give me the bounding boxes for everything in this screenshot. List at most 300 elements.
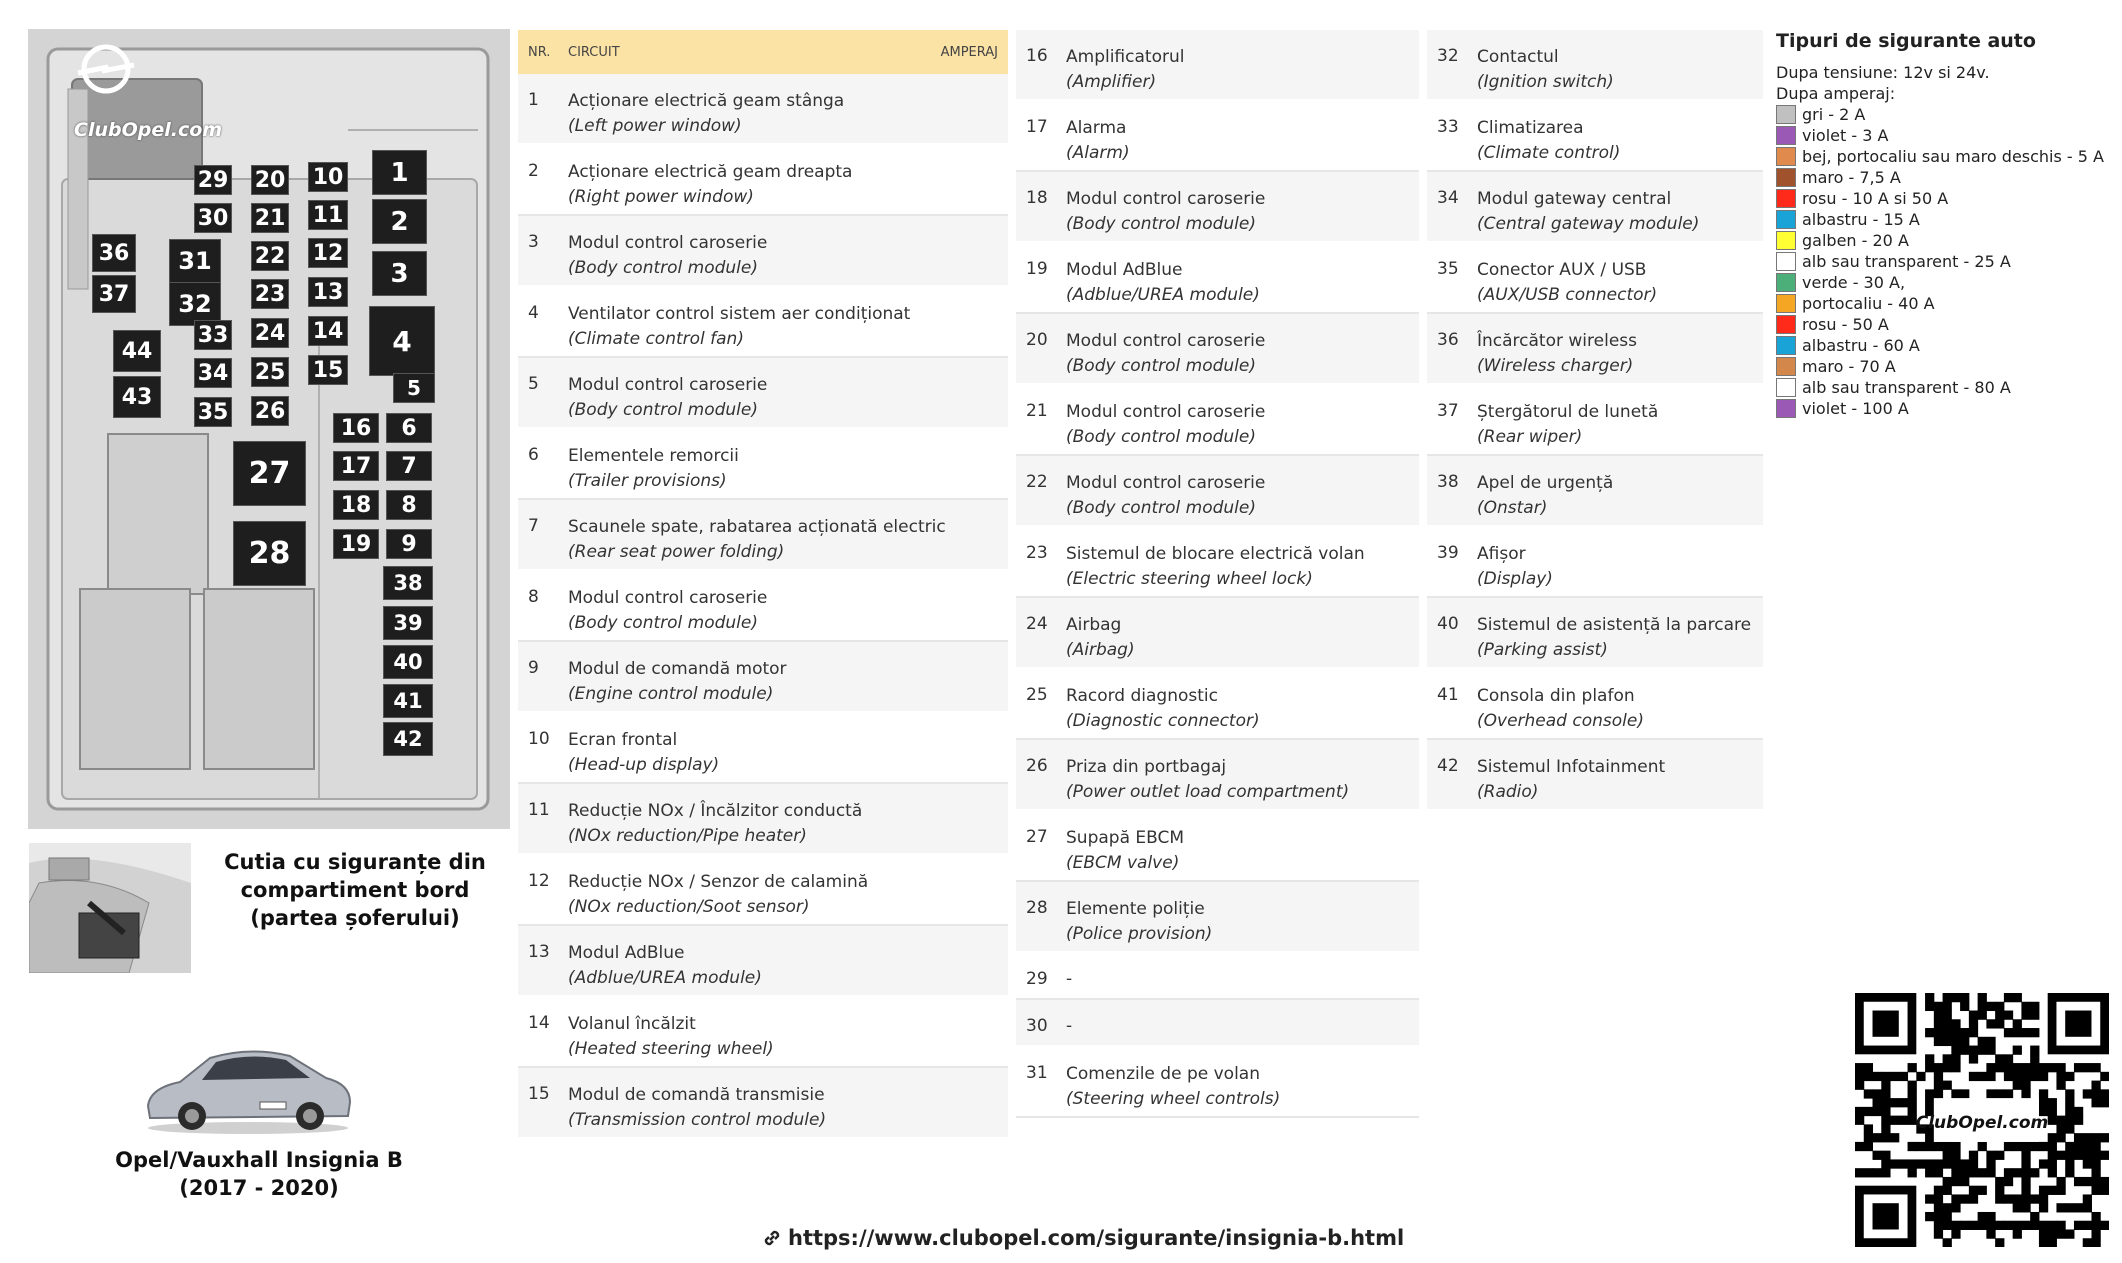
color-swatch xyxy=(1776,273,1796,292)
fuse-number: 38 xyxy=(1437,472,1459,492)
table-rows xyxy=(1016,30,1419,1118)
circuit-cell xyxy=(568,997,1008,1062)
circuit-name-ro: Ștergătorul de lunetă xyxy=(1477,402,1659,422)
circuit-name-en: (NOx reduction/Pipe heater) xyxy=(568,826,807,846)
fuse-20: 20 xyxy=(251,165,289,195)
fuse-color-legend xyxy=(1776,30,2116,419)
circuit-name-ro: Reducție NOx / Senzor de calamină xyxy=(568,872,869,892)
circuit-cell xyxy=(568,855,1008,920)
legend-label: rosu - 50 A xyxy=(1802,315,1889,334)
fuse-box-drawing xyxy=(28,29,510,829)
circuit-name-ro: Acționare electrică geam dreapta xyxy=(568,162,853,182)
table-row xyxy=(1016,385,1419,456)
circuit-name-ro: Afișor xyxy=(1477,544,1526,564)
table-row xyxy=(1016,30,1419,101)
caption-line: Cutia cu siguranțe din xyxy=(224,850,486,874)
fuse-number: 18 xyxy=(1026,188,1048,208)
table-row xyxy=(518,1068,1008,1139)
circuit-name-en: (Airbag) xyxy=(1066,640,1135,660)
table-row xyxy=(1016,243,1419,314)
legend-label: verde - 30 A, xyxy=(1802,273,1906,292)
circuit-name-en: (Climate control) xyxy=(1477,143,1621,163)
legend-item xyxy=(1776,377,2116,398)
circuit-name-en: (Central gateway module) xyxy=(1477,214,1700,234)
fuse-number: 39 xyxy=(1437,543,1459,563)
circuit-name-ro: Modul control caroserie xyxy=(1066,402,1266,422)
table-row xyxy=(1016,527,1419,598)
fuse-42: 42 xyxy=(383,722,433,756)
circuit-name-ro: Contactul xyxy=(1477,47,1559,67)
header-nr: NR. xyxy=(528,44,551,60)
fuse-26: 26 xyxy=(251,396,289,426)
circuit-cell xyxy=(1066,882,1419,947)
circuit-name-en: (Radio) xyxy=(1477,782,1539,802)
circuit-cell xyxy=(1477,172,1763,237)
model-years: (2017 - 2020) xyxy=(179,1176,339,1200)
fuse-number: 35 xyxy=(1437,259,1459,279)
fuse-number: 24 xyxy=(1026,614,1048,634)
fuse-3: 3 xyxy=(372,251,427,296)
fuse-number: 9 xyxy=(528,658,539,678)
legend-label: alb sau transparent - 25 A xyxy=(1802,252,2011,271)
table-row xyxy=(1427,172,1763,243)
fuse-36: 36 xyxy=(92,234,136,272)
circuit-cell xyxy=(1477,456,1763,521)
circuit-cell xyxy=(1477,740,1763,805)
fuse-number: 17 xyxy=(1026,117,1048,137)
table-rows xyxy=(518,74,1008,1139)
circuit-name-en: (Head-up display) xyxy=(568,755,720,775)
circuit-cell xyxy=(1477,314,1763,379)
circuit-name-en: (Rear wiper) xyxy=(1477,427,1583,447)
table-row xyxy=(1427,101,1763,172)
circuit-name-ro: Elemente poliție xyxy=(1066,899,1205,919)
caption-line: compartiment bord xyxy=(240,878,470,902)
circuit-cell xyxy=(1066,101,1419,166)
circuit-name-ro: Apel de urgență xyxy=(1477,473,1614,493)
circuit-name-en: (Body control module) xyxy=(1066,498,1256,518)
fuse-1: 1 xyxy=(372,150,427,195)
fuse-28: 28 xyxy=(233,521,306,586)
table-row xyxy=(518,997,1008,1068)
fuse-44: 44 xyxy=(113,330,161,372)
circuit-name-en: (Parking assist) xyxy=(1477,640,1608,660)
circuit-name-en: (AUX/USB connector) xyxy=(1477,285,1658,305)
circuit-name-ro: Comenzile de pe volan xyxy=(1066,1064,1260,1084)
table-row xyxy=(1427,740,1763,811)
color-swatch xyxy=(1776,210,1796,229)
legend-item xyxy=(1776,398,2116,419)
circuit-name-ro: Airbag xyxy=(1066,615,1122,635)
circuit-name-ro: Conector AUX / USB xyxy=(1477,260,1647,280)
circuit-cell xyxy=(568,713,1008,778)
fuse-table-column-1 xyxy=(518,30,1008,1139)
circuit-cell xyxy=(1066,314,1419,379)
fuse-41: 41 xyxy=(383,684,433,718)
circuit-name-en: (Display) xyxy=(1477,569,1553,589)
circuit-name-en: (Adblue/UREA module) xyxy=(568,968,762,988)
fuse-number: 26 xyxy=(1026,756,1048,776)
circuit-name-en: (Steering wheel controls) xyxy=(1066,1089,1281,1109)
legend-item xyxy=(1776,125,2116,146)
color-swatch xyxy=(1776,399,1796,418)
legend-label: portocaliu - 40 A xyxy=(1802,294,1935,313)
fuse-number: 34 xyxy=(1437,188,1459,208)
color-swatch xyxy=(1776,231,1796,250)
circuit-name-en: (Trailer provisions) xyxy=(568,471,727,491)
circuit-name-ro: Elementele remorcii xyxy=(568,446,739,466)
fuse-number: 28 xyxy=(1026,898,1048,918)
color-swatch xyxy=(1776,105,1796,124)
link-icon xyxy=(760,1226,784,1250)
circuit-cell xyxy=(568,1068,1008,1133)
fuse-29: 29 xyxy=(194,165,232,195)
legend-label: galben - 20 A xyxy=(1802,231,1909,250)
circuit-name-en: (Left power window) xyxy=(568,116,742,136)
fuse-21: 21 xyxy=(251,203,289,233)
circuit-name-ro: Încărcător wireless xyxy=(1477,331,1637,351)
legend-label: violet - 100 A xyxy=(1802,399,1909,418)
legend-item xyxy=(1776,167,2116,188)
circuit-cell xyxy=(1066,172,1419,237)
circuit-name-en: (Body control module) xyxy=(568,258,758,278)
circuit-name-en: (Right power window) xyxy=(568,187,754,207)
circuit-name-ro: Modul gateway central xyxy=(1477,189,1672,209)
circuit-cell xyxy=(1066,669,1419,734)
fuse-6: 6 xyxy=(386,413,432,443)
fuse-34: 34 xyxy=(194,358,232,388)
fuse-number: 21 xyxy=(1026,401,1048,421)
model-name: Opel/Vauxhall Insignia B xyxy=(115,1148,403,1172)
table-row xyxy=(518,926,1008,997)
fuse-39: 39 xyxy=(383,606,433,640)
fuse-number: 29 xyxy=(1026,969,1048,989)
fuse-number: 13 xyxy=(528,942,550,962)
circuit-name-ro: Ecran frontal xyxy=(568,730,678,750)
circuit-name-en: (Overhead console) xyxy=(1477,711,1644,731)
circuit-name-en: (Ignition switch) xyxy=(1477,72,1614,92)
fuse-number: 31 xyxy=(1026,1063,1048,1083)
circuit-name-ro: Alarma xyxy=(1066,118,1127,138)
fuse-13: 13 xyxy=(308,277,348,307)
source-link[interactable] xyxy=(760,1226,1404,1250)
legend-items xyxy=(1776,104,2116,419)
circuit-name-en: (Rear seat power folding) xyxy=(568,542,785,562)
circuit-name-ro: Modul de comandă motor xyxy=(568,659,787,679)
circuit-name-ro: Priza din portbagaj xyxy=(1066,757,1227,777)
color-swatch xyxy=(1776,378,1796,397)
circuit-name-en: (Wireless charger) xyxy=(1477,356,1634,376)
fuse-number: 4 xyxy=(528,303,539,323)
color-swatch xyxy=(1776,294,1796,313)
color-swatch xyxy=(1776,336,1796,355)
brand-watermark: ClubOpel.com xyxy=(74,119,223,141)
fuse-40: 40 xyxy=(383,645,433,679)
fuse-38: 38 xyxy=(383,566,433,600)
circuit-name-en: (Alarm) xyxy=(1066,143,1130,163)
fuse-2: 2 xyxy=(372,199,427,244)
table-row xyxy=(1016,811,1419,882)
circuit-name-ro: Acționare electrică geam stânga xyxy=(568,91,845,111)
circuit-name-en: (Heated steering wheel) xyxy=(568,1039,774,1059)
fuse-number: 36 xyxy=(1437,330,1459,350)
circuit-name-en: (Power outlet load compartment) xyxy=(1066,782,1350,802)
circuit-name-ro: Volanul încălzit xyxy=(568,1014,696,1034)
fuse-number: 23 xyxy=(1026,543,1048,563)
fuse-number: 11 xyxy=(528,800,550,820)
circuit-name-en: (Body control module) xyxy=(1066,356,1256,376)
table-rows xyxy=(1427,30,1763,811)
fuse-number: 25 xyxy=(1026,685,1048,705)
table-row xyxy=(1427,598,1763,669)
circuit-cell xyxy=(568,74,1008,139)
fuse-number: 16 xyxy=(1026,46,1048,66)
fuse-number: 33 xyxy=(1437,117,1459,137)
legend-label: rosu - 10 A si 50 A xyxy=(1802,189,1949,208)
brand-logo-icon xyxy=(28,29,158,121)
fuse-32: 32 xyxy=(169,282,221,326)
fuse-33: 33 xyxy=(194,320,232,350)
legend-label: bej, portocaliu sau maro deschis - 5 A xyxy=(1802,147,2104,166)
fuse-35: 35 xyxy=(194,397,232,427)
fuse-25: 25 xyxy=(251,357,289,387)
circuit-name-ro: Climatizarea xyxy=(1477,118,1584,138)
table-row xyxy=(518,855,1008,926)
circuit-name-en: (Body control module) xyxy=(568,400,758,420)
circuit-cell xyxy=(1066,740,1419,805)
table-row xyxy=(1427,385,1763,456)
table-row xyxy=(518,784,1008,855)
fuse-box-diagram xyxy=(28,29,510,829)
circuit-cell xyxy=(1477,598,1763,663)
legend-title: Tipuri de sigurante auto xyxy=(1776,30,2036,52)
table-row xyxy=(1427,243,1763,314)
circuit-cell xyxy=(1477,527,1763,592)
color-swatch xyxy=(1776,168,1796,187)
circuit-name-ro: Sistemul de blocare electrică volan xyxy=(1066,544,1365,564)
legend-item xyxy=(1776,293,2116,314)
table-row xyxy=(518,642,1008,713)
circuit-name-ro: Scaunele spate, rabatarea acționată electric xyxy=(568,517,946,537)
fuse-number: 1 xyxy=(528,90,539,110)
fuse-19: 19 xyxy=(333,529,379,559)
circuit-name-ro: Sistemul Infotainment xyxy=(1477,757,1666,777)
circuit-cell xyxy=(568,358,1008,423)
fuse-number: 2 xyxy=(528,161,539,181)
circuit-name-en: (Diagnostic connector) xyxy=(1066,711,1260,731)
legend-item xyxy=(1776,335,2116,356)
fuse-table-column-3 xyxy=(1427,30,1763,811)
circuit-cell xyxy=(568,784,1008,849)
circuit-cell xyxy=(568,571,1008,636)
fuse-number: 40 xyxy=(1437,614,1459,634)
fuse-7: 7 xyxy=(386,451,432,481)
circuit-name-ro: - xyxy=(1066,1016,1073,1036)
legend-label: alb sau transparent - 80 A xyxy=(1802,378,2011,397)
fuse-number: 3 xyxy=(528,232,539,252)
fuse-31: 31 xyxy=(169,239,221,283)
circuit-name-ro: Modul control caroserie xyxy=(568,233,768,253)
table-row xyxy=(1016,1047,1419,1118)
circuit-name-ro: Ventilator control sistem aer condiționat xyxy=(568,304,911,324)
table-row xyxy=(1016,1000,1419,1047)
fuse-37: 37 xyxy=(92,275,136,313)
circuit-cell xyxy=(1477,669,1763,734)
circuit-name-en: (Body control module) xyxy=(1066,214,1256,234)
circuit-name-ro: - xyxy=(1066,969,1073,989)
fuse-30: 30 xyxy=(194,203,232,233)
legend-label: violet - 3 A xyxy=(1802,126,1889,145)
table-row xyxy=(518,500,1008,571)
header-amps: AMPERAJ xyxy=(940,44,998,60)
fuse-11: 11 xyxy=(308,200,348,230)
circuit-name-en: (Electric steering wheel lock) xyxy=(1066,569,1313,589)
circuit-name-en: (Amplifier) xyxy=(1066,72,1157,92)
circuit-cell xyxy=(568,500,1008,565)
legend-label: albastru - 15 A xyxy=(1802,210,1920,229)
table-row xyxy=(1016,740,1419,811)
location-caption xyxy=(218,848,492,932)
circuit-name-ro: Modul control caroserie xyxy=(568,375,768,395)
circuit-name-ro: Modul control caroserie xyxy=(568,588,768,608)
table-row xyxy=(1016,101,1419,172)
fuse-number: 27 xyxy=(1026,827,1048,847)
color-swatch xyxy=(1776,315,1796,334)
fuse-number: 12 xyxy=(528,871,550,891)
fuse-table-column-2 xyxy=(1016,30,1419,1118)
circuit-cell xyxy=(1066,811,1419,876)
legend-item xyxy=(1776,230,2116,251)
circuit-name-ro: Racord diagnostic xyxy=(1066,686,1218,706)
table-row xyxy=(1427,527,1763,598)
fuse-15: 15 xyxy=(308,355,348,385)
circuit-name-ro: Sistemul de asistență la parcare xyxy=(1477,615,1752,635)
legend-label: maro - 7,5 A xyxy=(1802,168,1901,187)
table-row xyxy=(518,145,1008,216)
color-swatch xyxy=(1776,252,1796,271)
header-circuit: CIRCUIT xyxy=(568,44,620,60)
dashboard-location-icon xyxy=(29,843,191,973)
fuse-number: 22 xyxy=(1026,472,1048,492)
fuse-5: 5 xyxy=(393,373,435,403)
circuit-name-ro: Reducție NOx / Încălzitor conductă xyxy=(568,801,863,821)
circuit-name-ro: Amplificatorul xyxy=(1066,47,1185,67)
fuse-number: 41 xyxy=(1437,685,1459,705)
circuit-cell xyxy=(568,287,1008,352)
legend-item xyxy=(1776,209,2116,230)
fuse-14: 14 xyxy=(308,316,348,346)
table-row xyxy=(518,74,1008,145)
location-thumbnail xyxy=(29,843,191,973)
table-row xyxy=(1427,669,1763,740)
fuse-number: 5 xyxy=(528,374,539,394)
fuse-17: 17 xyxy=(333,451,379,481)
color-swatch xyxy=(1776,189,1796,208)
color-swatch xyxy=(1776,126,1796,145)
fuse-number: 19 xyxy=(1026,259,1048,279)
circuit-cell xyxy=(568,429,1008,494)
fuse-number: 42 xyxy=(1437,756,1459,776)
circuit-name-en: (EBCM valve) xyxy=(1066,853,1180,873)
table-row xyxy=(1016,882,1419,953)
table-row xyxy=(1016,598,1419,669)
circuit-cell xyxy=(1066,598,1419,663)
circuit-cell xyxy=(1066,953,1419,992)
fuse-number: 15 xyxy=(528,1084,550,1104)
circuit-cell xyxy=(568,642,1008,707)
legend-item xyxy=(1776,251,2116,272)
legend-amperage-label: Dupa amperaj: xyxy=(1776,84,1896,103)
circuit-cell xyxy=(1066,243,1419,308)
circuit-name-en: (Body control module) xyxy=(568,613,758,633)
fuse-23: 23 xyxy=(251,279,289,309)
car-image-icon xyxy=(140,1036,356,1136)
fuse-number: 14 xyxy=(528,1013,550,1033)
legend-label: gri - 2 A xyxy=(1802,105,1866,124)
table-header xyxy=(518,30,1008,74)
legend-label: albastru - 60 A xyxy=(1802,336,1920,355)
legend-label: maro - 70 A xyxy=(1802,357,1896,376)
fuse-24: 24 xyxy=(251,318,289,348)
fuse-number: 20 xyxy=(1026,330,1048,350)
table-row xyxy=(1427,314,1763,385)
table-row xyxy=(518,287,1008,358)
circuit-cell xyxy=(568,145,1008,210)
source-url: https://www.clubopel.com/sigurante/insignia-b.html xyxy=(788,1226,1405,1250)
table-row xyxy=(1427,30,1763,101)
legend-item xyxy=(1776,104,2116,125)
table-row xyxy=(1016,953,1419,1000)
circuit-name-ro: Modul AdBlue xyxy=(1066,260,1183,280)
circuit-name-en: (Adblue/UREA module) xyxy=(1066,285,1260,305)
circuit-cell xyxy=(1477,30,1763,95)
fuse-22: 22 xyxy=(251,241,289,271)
circuit-name-ro: Consola din plafon xyxy=(1477,686,1635,706)
table-row xyxy=(518,216,1008,287)
table-row xyxy=(1016,669,1419,740)
fuse-9: 9 xyxy=(386,529,432,559)
circuit-name-en: (Body control module) xyxy=(1066,427,1256,447)
fuse-number: 8 xyxy=(528,587,539,607)
table-row xyxy=(1016,456,1419,527)
circuit-name-ro: Modul de comandă transmisie xyxy=(568,1085,825,1105)
fuse-27: 27 xyxy=(233,441,306,506)
circuit-cell xyxy=(1477,101,1763,166)
circuit-name-en: (Transmission control module) xyxy=(568,1110,827,1130)
legend-voltage: Dupa tensiune: 12v si 24v. xyxy=(1776,63,1990,82)
legend-item xyxy=(1776,314,2116,335)
legend-item xyxy=(1776,188,2116,209)
fuse-number: 10 xyxy=(528,729,550,749)
fuse-number: 7 xyxy=(528,516,539,536)
table-row xyxy=(518,429,1008,500)
fuse-number: 30 xyxy=(1026,1016,1048,1036)
qr-code xyxy=(1855,993,2109,1247)
table-row xyxy=(1016,172,1419,243)
circuit-cell xyxy=(1477,385,1763,450)
fuse-16: 16 xyxy=(333,413,379,443)
qr-brand-label: ClubOpel.com xyxy=(1915,1113,2049,1133)
caption-line: (partea șoferului) xyxy=(250,906,460,930)
circuit-name-en: (Engine control module) xyxy=(568,684,774,704)
circuit-cell xyxy=(1066,385,1419,450)
fuse-8: 8 xyxy=(386,490,432,520)
circuit-name-en: (Police provision) xyxy=(1066,924,1213,944)
fuse-10: 10 xyxy=(308,162,348,192)
table-row xyxy=(1016,314,1419,385)
circuit-cell xyxy=(1066,1000,1419,1039)
circuit-name-ro: Modul AdBlue xyxy=(568,943,685,963)
